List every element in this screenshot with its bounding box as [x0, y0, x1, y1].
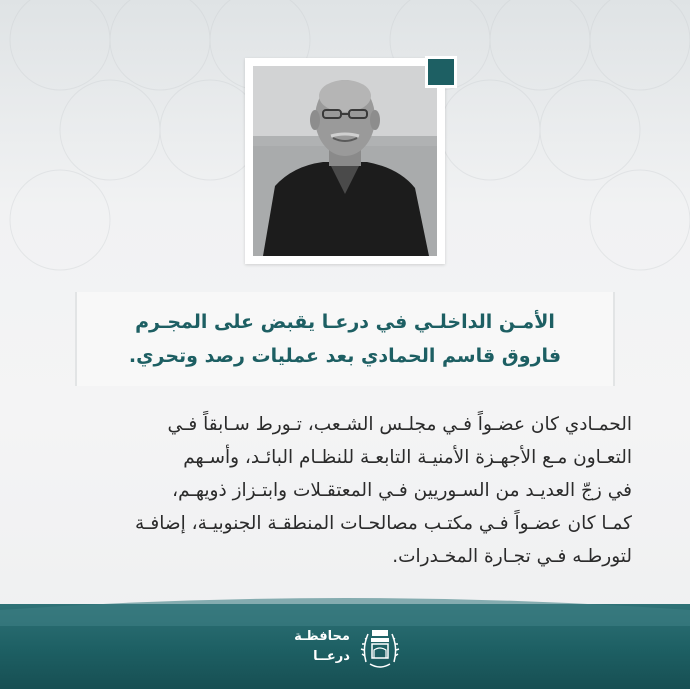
portrait-card — [245, 58, 445, 264]
body-line-3: في زجّ العديـد من السـوريين فـي المعتقـلات وابتـزاز ذويهـم، — [172, 480, 632, 501]
headline-box — [75, 292, 615, 386]
headline-line-1: الأمـن الداخلـي في درعـا يقبض على المجـرم — [135, 311, 555, 333]
accent-square — [425, 56, 457, 88]
governorate-logo — [282, 618, 412, 676]
logo-text — [294, 627, 350, 667]
body-line-1: الحمـادي كان عضـواً فـي مجلـس الشـعب، تـورط سـابقاً فـي — [167, 414, 632, 435]
logo-line-2: درعــا — [313, 649, 350, 664]
portrait-photo — [253, 66, 437, 256]
body-line-4: كمـا كان عضـواً فـي مكتـب مصالحـات المنطقـة الجنوبيـة، إضافـة — [135, 513, 632, 534]
governorate-emblem-icon — [360, 622, 400, 672]
portrait-frame — [245, 58, 445, 264]
body-line-2: التعـاون مـع الأجهـزة الأمنيـة التابعـة للنظـام البائـد، وأسـهم — [183, 447, 632, 468]
logo-line-1: محافظـة — [294, 629, 350, 644]
article-body — [60, 408, 632, 573]
body-line-5: لتورطـه فـي تجـارة المخـدرات. — [392, 546, 632, 567]
person-portrait-icon — [253, 66, 437, 256]
headline-line-2: فاروق قاسم الحمادي بعد عمليات رصد وتحري. — [128, 345, 562, 367]
